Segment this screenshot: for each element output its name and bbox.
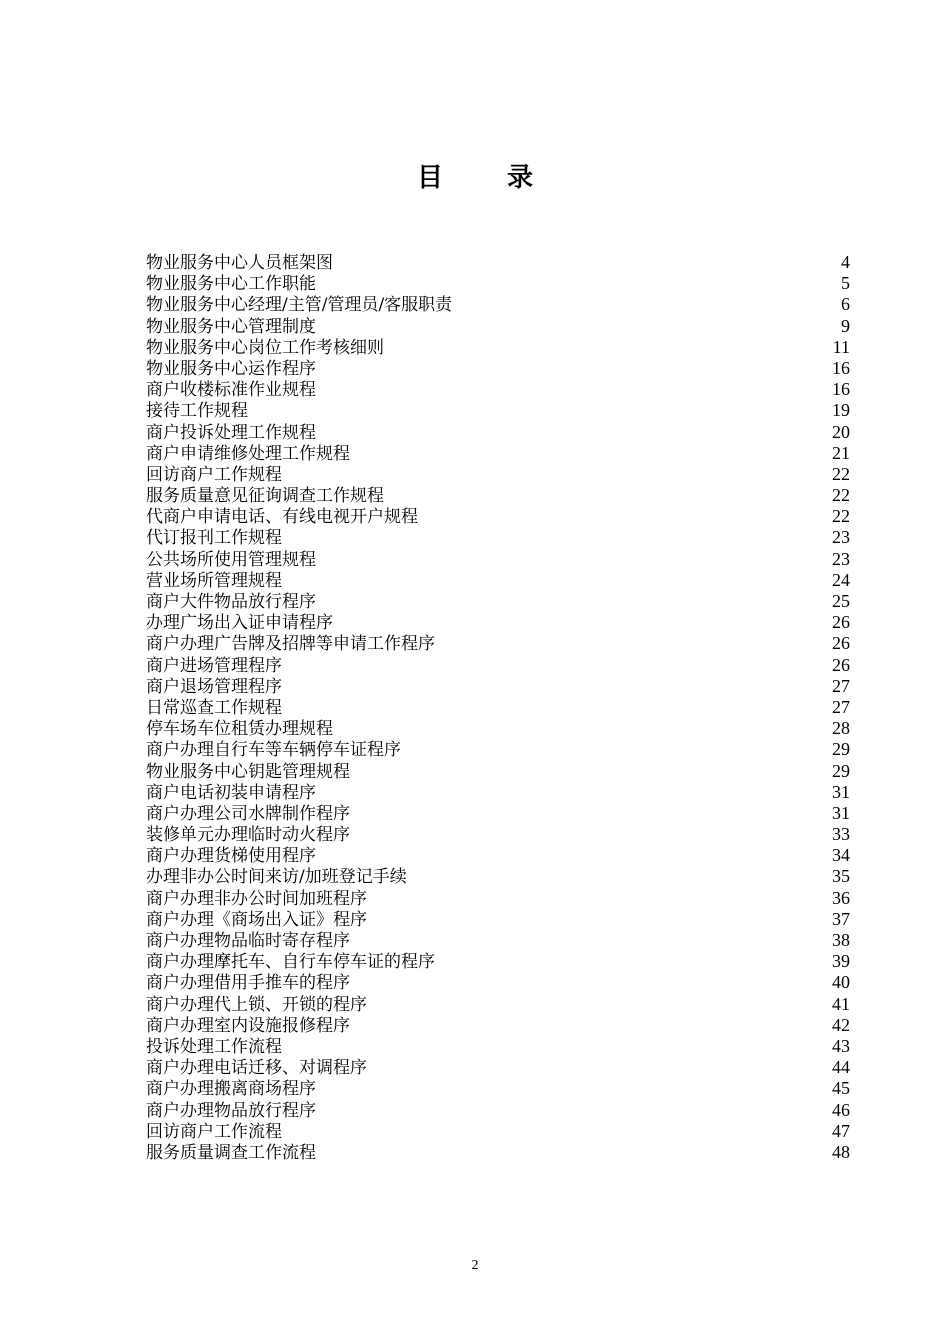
toc-entry-page-number: 23 [832, 527, 850, 548]
toc-entry[interactable] [146, 1015, 850, 1036]
toc-entry[interactable] [146, 252, 850, 273]
toc-entry-page-number: 29 [832, 739, 850, 760]
toc-entry[interactable] [146, 527, 850, 548]
toc-entry-title: 商户投诉处理工作规程 [146, 422, 316, 443]
toc-entry[interactable] [146, 422, 850, 443]
toc-entry-page-number: 47 [832, 1120, 850, 1141]
toc-entry[interactable] [146, 994, 850, 1015]
toc-entry-title: 物业服务中心工作职能 [146, 274, 316, 295]
toc-entry-title: 商户办理物品临时寄存程序 [146, 931, 350, 951]
toc-entry-title: 物业服务中心经理/主管/管理员/客服职责 [146, 295, 453, 316]
toc-entry-title: 商户办理公司水牌制作程序 [146, 803, 350, 824]
page-title-char: 录 [507, 163, 534, 193]
toc-entry[interactable] [146, 464, 850, 485]
toc-entry-title: 停车场车位租赁办理规程 [146, 719, 333, 740]
toc-entry-title: 服务质量调查工作流程 [146, 1142, 316, 1163]
toc-entry[interactable] [146, 612, 850, 633]
toc-entry-title: 商户退场管理程序 [146, 676, 282, 697]
toc-entry-page-number: 4 [841, 252, 850, 272]
toc-entry-page-number: 24 [832, 569, 850, 590]
toc-entry-title: 商户进场管理程序 [146, 655, 282, 676]
toc-entry-page-number: 40 [832, 972, 850, 993]
toc-entry-title: 商户收楼标准作业规程 [146, 380, 316, 401]
page-number: 2 [471, 1258, 479, 1273]
toc-entry[interactable] [146, 1100, 850, 1121]
toc-entry-page-number: 27 [832, 675, 850, 696]
toc-entry-title: 回访商户工作流程 [146, 1121, 282, 1142]
toc-entry[interactable] [146, 824, 850, 845]
toc-entry[interactable] [146, 400, 850, 421]
toc-entry-page-number: 22 [832, 485, 850, 506]
toc-entry-page-number: 33 [832, 824, 850, 845]
toc-entry[interactable] [146, 316, 850, 337]
toc-entry-page-number: 42 [832, 1014, 850, 1035]
toc-entry-title: 物业服务中心岗位工作考核细则 [146, 337, 384, 358]
toc-entry-title: 投诉处理工作流程 [146, 1036, 282, 1057]
toc-entry-page-number: 35 [832, 866, 850, 887]
toc-entry-page-number: 19 [832, 400, 850, 421]
toc-entry-page-number: 25 [832, 591, 850, 611]
toc-entry-page-number: 20 [832, 421, 850, 442]
toc-entry[interactable] [146, 379, 850, 400]
toc-entry[interactable] [146, 591, 850, 612]
toc-entry-page-number: 9 [841, 315, 850, 336]
toc-entry[interactable] [146, 739, 850, 760]
toc-entry-page-number: 31 [832, 802, 850, 823]
toc-entry-page-number: 26 [832, 612, 850, 633]
toc-entry-title: 商户办理摩托车、自行车停车证的程序 [146, 952, 435, 973]
toc-entry[interactable] [146, 1057, 850, 1078]
toc-entry[interactable] [146, 549, 850, 570]
toc-entry-page-number: 6 [841, 294, 850, 315]
toc-entry[interactable] [146, 358, 850, 379]
toc-entry-page-number: 44 [832, 1057, 850, 1078]
toc-entry-title: 办理非办公时间来访/加班登记手续 [146, 867, 407, 888]
toc-entry[interactable] [146, 294, 850, 315]
toc-entry-title: 商户申请维修处理工作规程 [146, 443, 350, 464]
toc-entry-page-number: 26 [832, 654, 850, 675]
toc-entry[interactable] [146, 506, 850, 527]
toc-entry-page-number: 26 [832, 633, 850, 654]
toc-entry-title: 商户电话初装申请程序 [146, 782, 316, 803]
toc-entry-title: 物业服务中心人员框架图 [146, 253, 333, 273]
toc-entry-page-number: 23 [832, 548, 850, 569]
toc-entry-title: 代商户申请电话、有线电视开户规程 [146, 507, 418, 528]
toc-entry-title: 商户办理货梯使用程序 [146, 846, 316, 867]
toc-entry-title: 回访商户工作规程 [146, 464, 282, 485]
toc-entry-title: 商户办理搬离商场程序 [146, 1079, 316, 1100]
toc-entry-title: 物业服务中心运作程序 [146, 358, 316, 379]
toc-entry-page-number: 5 [841, 273, 850, 294]
toc-entry-title: 商户办理室内设施报修程序 [146, 1015, 350, 1036]
toc-entry-title: 物业服务中心管理制度 [146, 316, 316, 337]
toc-entry-title: 商户办理借用手推车的程序 [146, 973, 350, 994]
toc-entry[interactable] [146, 951, 850, 972]
toc-entry-title: 公共场所使用管理规程 [146, 549, 316, 570]
toc-entry[interactable] [146, 443, 850, 464]
toc-entry[interactable] [146, 972, 850, 993]
toc-entry-title: 接待工作规程 [146, 401, 248, 422]
toc-entry[interactable] [146, 633, 850, 654]
toc-entry-page-number: 28 [832, 718, 850, 739]
toc-entry-page-number: 29 [832, 760, 850, 781]
toc-entry-page-number: 43 [832, 1035, 850, 1056]
toc-entry-title: 日常巡查工作规程 [146, 697, 282, 718]
table-of-contents [146, 252, 850, 1163]
toc-entry-page-number: 31 [832, 781, 850, 802]
toc-entry-title: 商户大件物品放行程序 [146, 592, 316, 612]
toc-entry[interactable] [146, 570, 850, 591]
page-title [0, 160, 950, 196]
toc-entry[interactable] [146, 930, 850, 951]
toc-entry-title: 商户办理自行车等车辆停车证程序 [146, 740, 401, 761]
toc-entry-title: 代订报刊工作规程 [146, 528, 282, 549]
toc-entry-title: 商户办理广告牌及招牌等申请工作程序 [146, 634, 435, 655]
toc-entry-title: 商户办理《商场出入证》程序 [146, 909, 367, 930]
toc-entry-page-number: 27 [832, 696, 850, 717]
toc-entry-page-number: 45 [832, 1078, 850, 1099]
toc-entry[interactable] [146, 761, 850, 782]
toc-entry-page-number: 37 [832, 908, 850, 929]
toc-entry-page-number: 36 [832, 887, 850, 908]
toc-entry-page-number: 48 [832, 1141, 850, 1162]
toc-entry-page-number: 46 [832, 1099, 850, 1120]
toc-entry[interactable] [146, 273, 850, 294]
toc-entry[interactable] [146, 782, 850, 803]
toc-entry-page-number: 38 [832, 930, 850, 950]
toc-entry-title: 商户办理物品放行程序 [146, 1100, 316, 1121]
toc-entry-page-number: 11 [832, 336, 850, 357]
toc-entry-title: 办理广场出入证申请程序 [146, 613, 333, 634]
toc-entry[interactable] [146, 888, 850, 909]
toc-entry[interactable] [146, 485, 850, 506]
toc-entry[interactable] [146, 803, 850, 824]
toc-entry[interactable] [146, 1142, 850, 1163]
toc-entry-title: 营业场所管理规程 [146, 570, 282, 591]
toc-entry[interactable] [146, 1036, 850, 1057]
toc-entry[interactable] [146, 337, 850, 358]
toc-entry-page-number: 16 [832, 379, 850, 400]
toc-entry-page-number: 39 [832, 951, 850, 972]
toc-entry-page-number: 34 [832, 845, 850, 866]
toc-entry[interactable] [146, 866, 850, 887]
toc-entry[interactable] [146, 1121, 850, 1142]
toc-entry-title: 商户办理代上锁、开锁的程序 [146, 994, 367, 1015]
toc-entry[interactable] [146, 718, 850, 739]
page-title-char: 目 [416, 163, 443, 193]
toc-entry-page-number: 22 [832, 506, 850, 527]
toc-entry[interactable] [146, 845, 850, 866]
toc-entry[interactable] [146, 676, 850, 697]
toc-entry-title: 服务质量意见征询调查工作规程 [146, 486, 384, 507]
toc-entry-page-number: 21 [832, 442, 850, 463]
toc-entry-title: 商户办理非办公时间加班程序 [146, 888, 367, 909]
toc-entry-title: 装修单元办理临时动火程序 [146, 825, 350, 846]
toc-entry[interactable] [146, 909, 850, 930]
toc-entry[interactable] [146, 1078, 850, 1099]
toc-entry-page-number: 22 [832, 463, 850, 484]
toc-entry-page-number: 16 [832, 357, 850, 378]
toc-entry[interactable] [146, 697, 850, 718]
toc-entry-title: 商户办理电话迁移、对调程序 [146, 1058, 367, 1079]
toc-entry-page-number: 41 [832, 993, 850, 1014]
toc-entry[interactable] [146, 655, 850, 676]
toc-entry-title: 物业服务中心钥匙管理规程 [146, 761, 350, 782]
